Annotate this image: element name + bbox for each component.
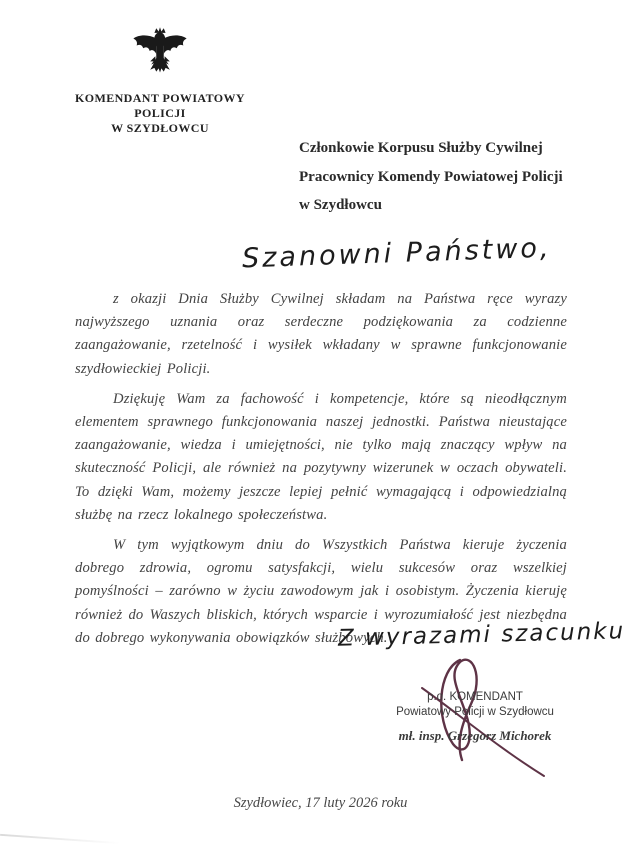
handwritten-closing: Z wyrazami szacunku — [337, 618, 626, 652]
letterhead-title-line2: W SZYDŁOWCU — [111, 121, 209, 135]
polish-eagle-emblem-icon — [132, 24, 188, 80]
signer-position-line2: Powiatowy Policji w Szydłowcu — [396, 705, 554, 718]
body-paragraph-1: z okazji Dnia Służby Cywilnej składam na Państwa ręce wyrazy najwyższego uznania oraz serdeczne podziękowania za codzienne zaangażowanie, rzetelność i wysiłek wkładany w sprawne funkcjonowanie szydłowieckiej Policji. — [75, 291, 567, 377]
signer-name: mł. insp. Grzegorz Michorek — [398, 728, 552, 743]
signer-position-line1: p.o. KOMENDANT — [427, 691, 523, 703]
letterhead — [60, 24, 260, 136]
signature-block — [383, 690, 567, 744]
addressee-block — [299, 134, 599, 220]
letter-body — [75, 288, 567, 657]
addressee-line1: Członkowie Korpusu Służby Cywilnej — [299, 140, 543, 156]
body-paragraph-2: Dziękuję Wam za fachowość i kompetencje, które są nieodłącznym elementem sprawnego funkcjonowania naszej jednostki. Państwa nieustające zaangażowanie, wiedza i umiejętności, nie tylko mają znaczący wpływ na skuteczność Policji, ale również na pozytywny wizerunek w oczach obywateli. To dzięki Wam, możemy jeszcze lepiej pełnić wymagającą i odpowiedzialną służbę na rzecz lokalnego społeczeństwa. — [75, 390, 567, 523]
place-and-date-line: Szydłowiec, 17 luty 2026 roku — [233, 795, 408, 811]
letterhead-title-line1: KOMENDANT POWIATOWY POLICJI — [75, 91, 245, 120]
scan-artifact — [0, 834, 120, 844]
addressee-line3: w Szydłowcu — [299, 197, 382, 213]
addressee-line2: Pracownicy Komendy Powiatowej Policji — [299, 168, 563, 185]
handwritten-salutation: Szanowni Państwo, — [241, 232, 552, 275]
body-paragraph-3: W tym wyjątkowym dniu do Wszystkich Państwa kieruje życzenia dobrego zdrowia, ogromu satysfakcji, wielu sukcesów oraz wszelkiej pomyślności – zarówno w życiu zawodowym jak i osobistym. Życzenia kieruję również do Waszych bliskich, których wsparcie i wyrozumiałość jest niezbędna do dobrego wykonywania obowiązków służbowych. — [75, 537, 567, 646]
